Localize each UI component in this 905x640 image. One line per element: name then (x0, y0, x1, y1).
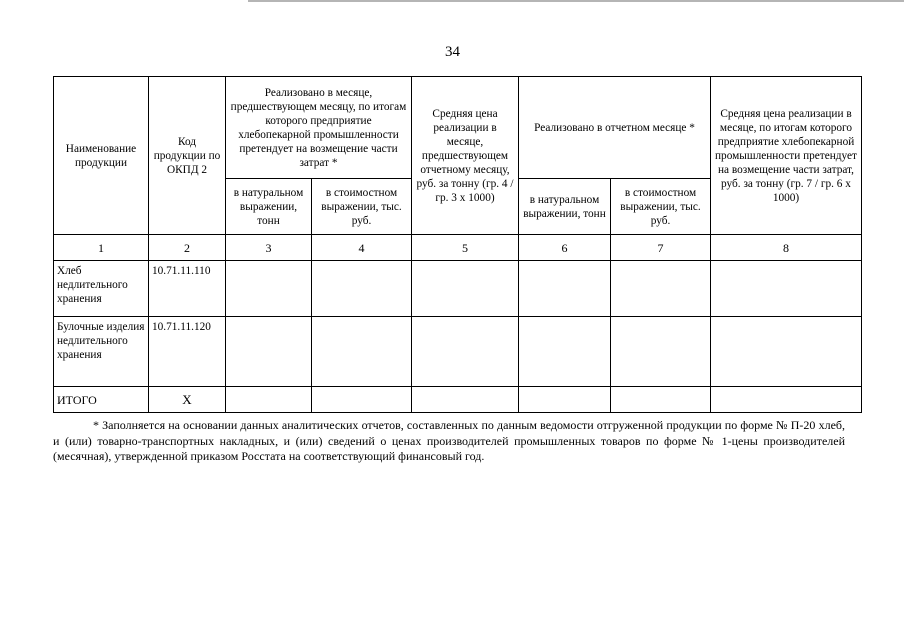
value-report-cell[interactable] (611, 317, 711, 387)
natural-tonnes-prev-cell[interactable] (226, 261, 312, 317)
natural-tonnes-report-cell[interactable] (519, 317, 611, 387)
product-name-cell: Хлеб недлительного хранения (54, 261, 149, 317)
column-number: 4 (312, 235, 412, 261)
column-number: 5 (412, 235, 519, 261)
total-avg-price-report-cell[interactable] (711, 387, 862, 413)
column-number: 3 (226, 235, 312, 261)
value-report-cell[interactable] (611, 261, 711, 317)
table-row (54, 317, 862, 387)
column-number: 2 (149, 235, 226, 261)
header-sold-prev-month: Реализовано в месяце, предшествующем месяцу, по итогам которого предприятие хлебопекарной промышленности претендует на возмещение части затрат * (226, 77, 412, 179)
total-value-prev-cell[interactable] (312, 387, 412, 413)
okpd-code-cell: 10.71.11.120 (149, 317, 226, 387)
column-number: 8 (711, 235, 862, 261)
header-product-name: Наименование продукции (54, 77, 149, 235)
natural-tonnes-prev-cell[interactable] (226, 317, 312, 387)
footnote: * Заполняется на основании данных аналитических отчетов, составленных по данным ведомости отгруженной продукции по форме № П-20 хлеб, и (или) товарно-транспортных накладных, и (или) сведений о ценах производителей промышленных товаров по форме № 1-цены производителей (месячная), утвержденной приказом Росстата на соответствующий финансовый год. (53, 418, 845, 463)
table-row (54, 261, 862, 317)
page-number: 34 (445, 44, 460, 60)
value-prev-cell[interactable] (312, 317, 412, 387)
subheader-natural-tonnes: в натуральном выражении, тонн (519, 179, 611, 235)
okpd-code-cell: 10.71.11.110 (149, 261, 226, 317)
header-sold-report-month: Реализовано в отчетном месяце * (519, 77, 711, 179)
total-code-cell: X (149, 387, 226, 413)
column-number: 1 (54, 235, 149, 261)
subheader-value-thousand-rub: в стоимостном выражении, тыс. руб. (312, 179, 412, 235)
column-number: 6 (519, 235, 611, 261)
avg-price-prev-cell[interactable] (412, 317, 519, 387)
avg-price-report-cell[interactable] (711, 261, 862, 317)
scan-top-rule (248, 0, 904, 2)
avg-price-report-cell[interactable] (711, 317, 862, 387)
header-okpd-code: Код продукции по ОКПД 2 (149, 77, 226, 235)
value-prev-cell[interactable] (312, 261, 412, 317)
total-avg-price-prev-cell[interactable] (412, 387, 519, 413)
natural-tonnes-report-cell[interactable] (519, 261, 611, 317)
column-number: 7 (611, 235, 711, 261)
avg-price-prev-cell[interactable] (412, 261, 519, 317)
total-value-report-cell[interactable] (611, 387, 711, 413)
product-name-cell: Булочные изделия недлительного хранения (54, 317, 149, 387)
header-avg-price-report-month: Средняя цена реализации в месяце, по итогам которого предприятие хлебопекарной промышленности претендует на возмещение части затрат, руб. за тонну (гр. 7 / гр. 6 x 1000) (711, 77, 862, 235)
subheader-value-thousand-rub: в стоимостном выражении, тыс. руб. (611, 179, 711, 235)
subheader-natural-tonnes: в натуральном выражении, тонн (226, 179, 312, 235)
total-natural-tonnes-prev-cell[interactable] (226, 387, 312, 413)
report-table (53, 76, 862, 413)
total-row (54, 387, 862, 413)
column-numbers-row (54, 235, 862, 261)
header-avg-price-prev-month: Средняя цена реализации в месяце, предшествующем отчетному месяцу, руб. за тонну (гр. 4 / гр. 3 x 1000) (412, 77, 519, 235)
total-label: ИТОГО (54, 387, 149, 413)
total-natural-tonnes-report-cell[interactable] (519, 387, 611, 413)
